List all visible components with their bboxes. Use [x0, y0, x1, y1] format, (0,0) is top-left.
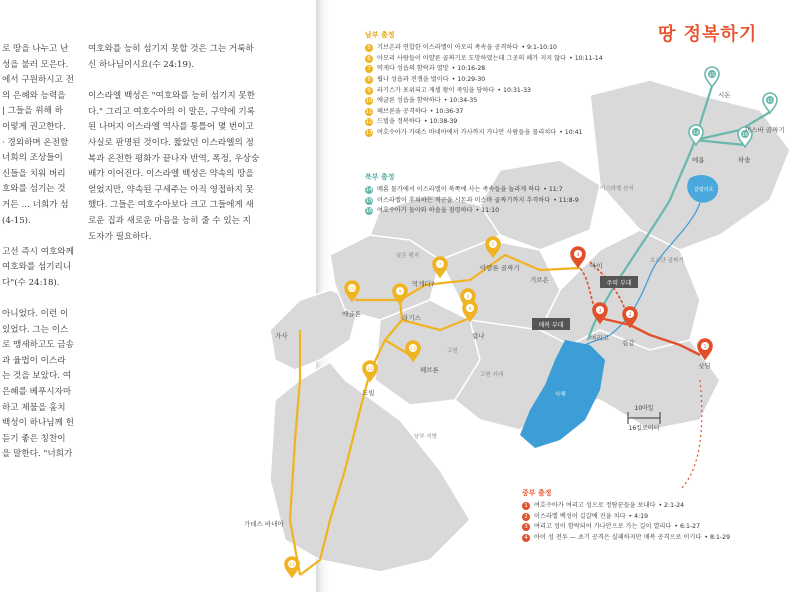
scripture-reference: • 10:11-14 [569, 54, 603, 62]
south-campaign-title: 남부 출정 [365, 31, 395, 39]
svg-text:2: 2 [628, 313, 632, 318]
svg-text:12: 12 [367, 367, 373, 372]
legend-text: 아이 성 전투 — 초기 공격은 실패하지만 매복 공격으로 이기다 [534, 534, 702, 542]
legend-item [365, 43, 603, 54]
scripture-reference: • 11:10 [475, 207, 500, 215]
north-campaign-legend [365, 172, 579, 217]
text-line: 이렇게 권고한다. [2, 121, 66, 132]
step-number-badge: 15 [365, 197, 373, 204]
central-campaign-list [522, 501, 730, 543]
legend-text: 헤브론을 공격하다 [377, 107, 427, 115]
legend-text: 메롬 물가에서 이스라엘이 북쪽에 사는 족속들을 놀라게 하다 [377, 186, 541, 194]
label-jordan-valley: 요르단 골짜기 [650, 258, 684, 264]
step-number-badge: 9 [365, 87, 373, 95]
step-number-badge: 13 [365, 130, 373, 137]
body-line: 했다. 그들은 여호수아보다 크고 그들에게 새 [88, 200, 254, 211]
scripture-reference: • 10:29-30 [451, 76, 486, 84]
label-galilee: 갈릴리호 [694, 187, 714, 193]
scripture-reference: • 10:34-35 [443, 97, 478, 105]
legend-item [365, 85, 603, 96]
svg-text:주력 부대: 주력 부대 [606, 280, 632, 287]
text-line: 너희의 조상들이 [2, 153, 63, 164]
legend-item [365, 64, 603, 75]
legend-text: 여호수아가 여리고 성으로 정탐꾼들을 보내다 [534, 502, 656, 510]
label-hebron: 헤브론 [420, 366, 439, 374]
label-gilgal: 길갈 [622, 339, 635, 347]
scripture-reference: • 8:1-29 [704, 534, 731, 542]
text-line: 백성이 하나님께 헌 [2, 418, 74, 429]
text-line: 듣기 좋은 칭찬이 [2, 433, 66, 444]
scripture-reference: • 2:1-24 [658, 502, 685, 510]
south-campaign-list [365, 43, 603, 138]
text-line: 여호와를 섬기리니 [2, 262, 72, 273]
label-negev: 남부 지방 [414, 434, 438, 440]
text-line: 아니었다. 이런 이 [2, 309, 69, 320]
location-marker-icon [763, 93, 777, 113]
scripture-reference: • 6:1-27 [674, 523, 701, 531]
south-campaign-legend [365, 30, 603, 138]
label-shittim: 싯딤 [698, 362, 711, 370]
svg-text:5: 5 [491, 243, 495, 248]
step-number-badge: 12 [365, 119, 373, 126]
body-line: 다." 그리고 여호수아의 이 말은, 구약에 기록 [88, 106, 255, 117]
legend-text: 기브온과 연합한 이스라엘이 아모리 족속을 공격하다 [377, 44, 519, 52]
legend-text: 라기스가 포위되고 게셀 왕이 죽임을 당하다 [377, 86, 495, 94]
label-highland: 고원 [447, 348, 458, 354]
svg-text:14: 14 [693, 131, 699, 136]
legend-text: 여호수아가 가데스 바네아에서 가사까지 가나안 사람들을 물리치다 [377, 129, 557, 137]
scripture-reference: • 10:41 [559, 129, 583, 137]
location-marker-icon [285, 557, 299, 577]
legend-text: 아모리 사람들이 아얄론 골짜기로 도망하였는데 그곳의 해가 지지 않다 [377, 54, 567, 62]
label-hazor: 하솔 [738, 156, 751, 164]
step-number-badge: 5 [365, 44, 373, 52]
label-lowland: 낮은 평지 [396, 253, 420, 259]
legend-item [522, 533, 730, 544]
label-sidon: 시돈 [718, 91, 731, 99]
north-campaign-list [365, 185, 579, 217]
step-number-badge: 14 [365, 187, 373, 194]
north-campaign-title: 북부 출정 [365, 173, 395, 181]
step-number-badge: 6 [365, 55, 373, 63]
label-kadesh: 가데스 바네아 [244, 520, 284, 528]
scripture-reference: • 10:38-39 [423, 118, 458, 126]
svg-text:6: 6 [466, 295, 470, 300]
label-gaza: 가사 [275, 332, 288, 340]
central-campaign-title: 중부 출정 [522, 489, 552, 497]
legend-item [365, 75, 603, 86]
scripture-reference: • 9:1-10:10 [521, 44, 557, 52]
label-makkedah: 막게다? [412, 280, 435, 288]
svg-text:10: 10 [349, 287, 355, 292]
quote-line: 여호와를 능히 섬기지 못할 것은 그는 거룩하 [88, 44, 254, 54]
label-libnah: 립나 [472, 332, 485, 340]
text-line: 과 율법이 이스라 [2, 355, 66, 366]
text-line: 로 맹세하고도 금송 [2, 340, 74, 351]
quote-line: 신 하나님이시요(수 24:19). [88, 59, 195, 70]
step-number-badge: 3 [522, 523, 530, 531]
text-line: 고선 즉시 여호와께 [2, 246, 74, 257]
svg-text:3: 3 [598, 309, 602, 314]
text-line: · 경외하며 온전함 [2, 137, 69, 148]
body-line: 이스라엘 백성은 "여호와를 능히 섬기지 못한 [88, 91, 256, 102]
text-line: 의 은혜와 능력을 [2, 90, 66, 101]
legend-item [522, 512, 730, 523]
text-line: 을 말한다. "너희가 [2, 449, 73, 460]
legend-item [365, 196, 579, 207]
scripture-reference: • 4:19 [628, 512, 649, 520]
legend-text: 여리고 성이 함락되어 가나안으로 가는 길이 열리다 [534, 523, 672, 531]
legend-text: 이스라엘이 후퇴하는 적군을 시돈과 미스바 골짜기까지 추격하다 [377, 196, 551, 204]
location-marker-icon [571, 247, 585, 267]
text-line: 성을 불러 모은다. [2, 59, 69, 70]
legend-item [365, 185, 579, 196]
legend-item [365, 128, 603, 139]
region-east [540, 230, 700, 350]
step-number-badge: 11 [365, 108, 373, 115]
svg-text:15: 15 [767, 99, 773, 104]
label-merom: 메롬 [692, 156, 705, 164]
text-line: 신들을 치워 버리 [2, 168, 66, 179]
step-number-badge: 4 [522, 534, 530, 542]
legend-item [522, 522, 730, 533]
text-line: 은혜를 베푸시자마 [2, 387, 72, 398]
text-line: 로 땅을 나누고 난 [2, 44, 69, 54]
body-line: 된 나머지 이스라엘 역사를 통틀어 몇 번이고 [88, 122, 254, 133]
label-lachish: 라기스 [402, 314, 421, 322]
legend-text: 막게다 성읍의 함락과 멸망 [377, 65, 449, 73]
map-title: 땅 정복하기 [658, 24, 758, 45]
legend-text: 이스라엘 백성이 길갈에 진을 치다 [534, 512, 626, 520]
step-number-badge: 2 [522, 513, 530, 521]
label-dead-sea: 사해 [555, 392, 566, 398]
svg-text:9: 9 [398, 290, 402, 295]
svg-text:4: 4 [576, 253, 580, 258]
label-gibeon: 기브온 [530, 276, 549, 284]
label-debir: 드빌 [362, 389, 375, 397]
region-far-north [590, 80, 790, 250]
legend-text: 여호수아가 돌아와 하솔을 점령하다 [377, 207, 473, 215]
svg-text:11: 11 [410, 347, 416, 352]
scripture-reference: • 10:16-28 [451, 65, 486, 73]
label-highland-region: 고원 지대 [480, 372, 504, 378]
body-line: 도자가 필요하다. [88, 231, 152, 242]
label-jericho: 여리고 [590, 334, 609, 342]
legend-item [365, 107, 603, 118]
svg-text:8: 8 [468, 307, 472, 312]
svg-text:16: 16 [742, 133, 748, 138]
text-line: 다"(수 24:18). [2, 277, 60, 288]
body-line: 사실로 판명된 것이다. 짧았던 이스라엘의 정 [88, 137, 254, 148]
text-line: 거든 … 너희가 섬 [2, 199, 69, 210]
legend-text: 에글론 성읍을 함락하다 [377, 97, 441, 105]
svg-text:7: 7 [438, 263, 442, 268]
legend-item [365, 117, 603, 128]
body-line: 복과 온전한 평화가 끝나자 반역, 폭정, 우상숭 [88, 153, 260, 164]
text-line: 는 것을 보았다. 여 [2, 371, 72, 382]
step-number-badge: 8 [365, 76, 373, 84]
label-eglon: 에글론 [342, 310, 361, 318]
text-line: 하고 제물을 훔치 [2, 402, 66, 413]
svg-text:15: 15 [709, 73, 715, 78]
text-line: (4-15). [2, 215, 31, 226]
label-aijalon: 아얄론 골짜기 [480, 264, 520, 272]
location-marker-icon [705, 67, 719, 87]
body-line: 배가 이어진다. 이스라엘 백성은 약속의 땅을 [88, 169, 254, 180]
svg-text:1: 1 [703, 345, 707, 350]
scale-miles: 10마일 [634, 405, 654, 412]
legend-item [365, 206, 579, 217]
label-misrephoth: 미스바 골짜기 [745, 126, 785, 134]
body-line: 로운 집과 새로운 마음을 능히 줄 수 있는 지 [88, 215, 251, 226]
central-campaign-legend [522, 488, 730, 543]
label-israel-hills: 이스라엘 산지 [600, 186, 634, 192]
step-number-badge: 16 [365, 208, 373, 215]
step-number-badge: 1 [522, 502, 530, 510]
legend-text: 립나 성읍과 전쟁을 벌이다 [377, 76, 449, 84]
svg-text:매복 부대: 매복 부대 [538, 322, 564, 329]
legend-text: 드빌을 정복하다 [377, 118, 421, 126]
text-line: | 그들을 위해 하 [2, 106, 63, 117]
legend-item [365, 96, 603, 107]
text-line: 호와를 섬기는 것 [2, 184, 66, 195]
text-line: 있었다. 그는 이스 [2, 324, 69, 335]
scripture-reference: • 11:8-9 [553, 196, 579, 204]
label-ai: 아이 [590, 262, 603, 270]
legend-item [365, 54, 603, 65]
text-line: ​에서 구원하시고 전 [2, 75, 74, 86]
step-number-badge: 10 [365, 98, 373, 105]
svg-text:13: 13 [289, 563, 295, 568]
scale-km: 16킬로미터 [628, 425, 660, 432]
scripture-reference: • 10:31-33 [497, 86, 531, 94]
scripture-reference: • 11:7 [543, 186, 563, 194]
body-line: 얻었지만, 약속된 구세주는 아직 영접하지 못 [88, 184, 254, 195]
ambush-tag [532, 318, 570, 330]
legend-item [522, 501, 730, 512]
step-number-badge: 7 [365, 65, 373, 73]
scripture-reference: • 10:36-37 [429, 107, 464, 115]
main-army-tag [600, 276, 638, 288]
